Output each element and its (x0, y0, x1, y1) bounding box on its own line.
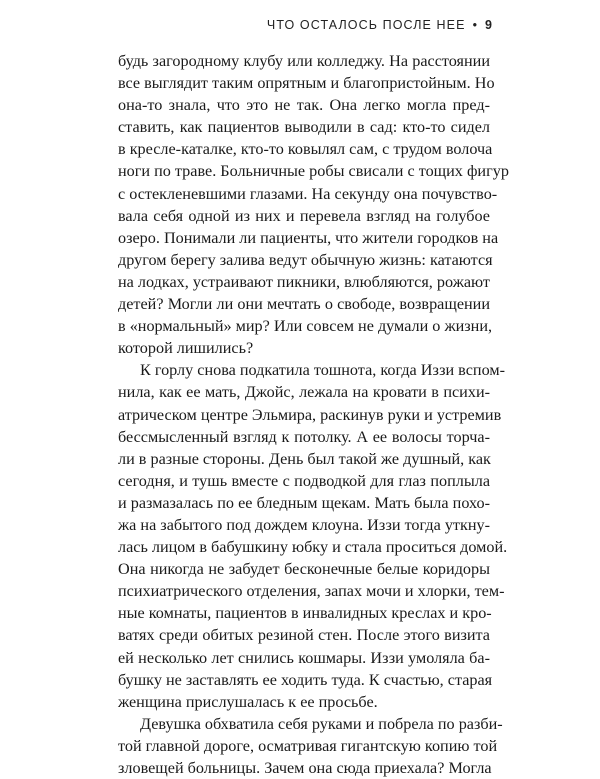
text-line: ставить, как пациентов выводили в сад: кто-то сидел (118, 118, 490, 137)
text-line: и размазалась по ее бледным щекам. Мать была похо- (118, 493, 490, 512)
text-line: которой лишились? (118, 339, 254, 358)
text-line: ли в разные стороны. День был такой же душный, как (118, 449, 491, 468)
text-line: той главной дороге, осматривая гигантскую копию той (118, 736, 498, 755)
text-line: нила, как ее мать, Джойс, лежала на кровати в психи- (118, 383, 490, 402)
header-separator: • (472, 18, 479, 32)
text-line: женщина прислушалась к ее просьбе. (118, 692, 378, 711)
text-line: лась лицом в бабушкину юбку и стала проситься домой. (118, 538, 508, 557)
text-line: К горлу снова подкатила тошнота, когда Иззи вспом- (140, 361, 505, 380)
text-line: Она никогда не забудет бесконечные белые коридоры (118, 560, 490, 579)
text-line: будь загородному клубу или колледжу. На расстоянии (118, 52, 490, 70)
text-line: озеро. Понимали ли пациенты, что жители городков на (118, 228, 499, 247)
text-line: бессмысленный взгляд к потолку. А ее волосы торча- (118, 427, 490, 446)
text-line: на лодках, устраивают пикники, влюбляются, рожают (118, 272, 491, 291)
text-line: ватях среди обитых резиной стен. После этого визита (118, 626, 490, 645)
paragraph (118, 50, 509, 359)
text-line: ноги по траве. Больничные робы свисали с тощих фигур (118, 162, 509, 181)
text-line: все выглядит таким опрятным и благопристойным. Но (118, 74, 495, 93)
paragraph (118, 713, 503, 779)
running-header (267, 18, 492, 32)
text-line: вала себя одной из них и перевела взгляд на голубое (118, 206, 490, 225)
text-line: другом берегу залива ведут обычную жизнь: катаются (118, 250, 493, 269)
paragraph (118, 359, 508, 713)
text-line: ей несколько лет снились кошмары. Иззи умоляла ба- (118, 648, 490, 667)
text-line: жа на забытого под дождем клоуна. Иззи тогда уткну- (118, 515, 491, 534)
text-line: зловещей больницы. Зачем она сюда приехала? Могла (118, 759, 492, 777)
text-line: в кресле-каталке, кто-то ковылял сам, с трудом волоча (118, 140, 493, 159)
text-line: сегодня, и тушь вместе с подводкой для глаз поплыла (118, 471, 490, 490)
text-line: атрическом центре Эльмира, раскинув руки и устремив (118, 405, 502, 424)
body-text (118, 50, 509, 779)
running-title: ЧТО ОСТАЛОСЬ ПОСЛЕ НЕЕ (266, 18, 466, 32)
text-line: с остекленевшими глазами. На секунду она почувство- (118, 184, 498, 203)
text-line: в «нормальный» мир? Или совсем не думали о жизни, (118, 317, 493, 336)
text-line: бушку не заставлять ее ходить туда. К счастью, старая (118, 670, 493, 689)
text-line: Девушка обхватила себя руками и побрела по разби- (140, 714, 503, 733)
text-line: ные комнаты, пациентов в инвалидных креслах и кро- (118, 604, 492, 623)
text-line: детей? Могли ли они мечтать о свободе, возвращении (118, 295, 490, 314)
text-line: она-то знала, что это не так. Она легко могла пред- (118, 96, 490, 115)
text-line: психиатрического отделения, запах мочи и хлорки, тем- (118, 582, 505, 601)
page-number: 9 (485, 18, 492, 32)
